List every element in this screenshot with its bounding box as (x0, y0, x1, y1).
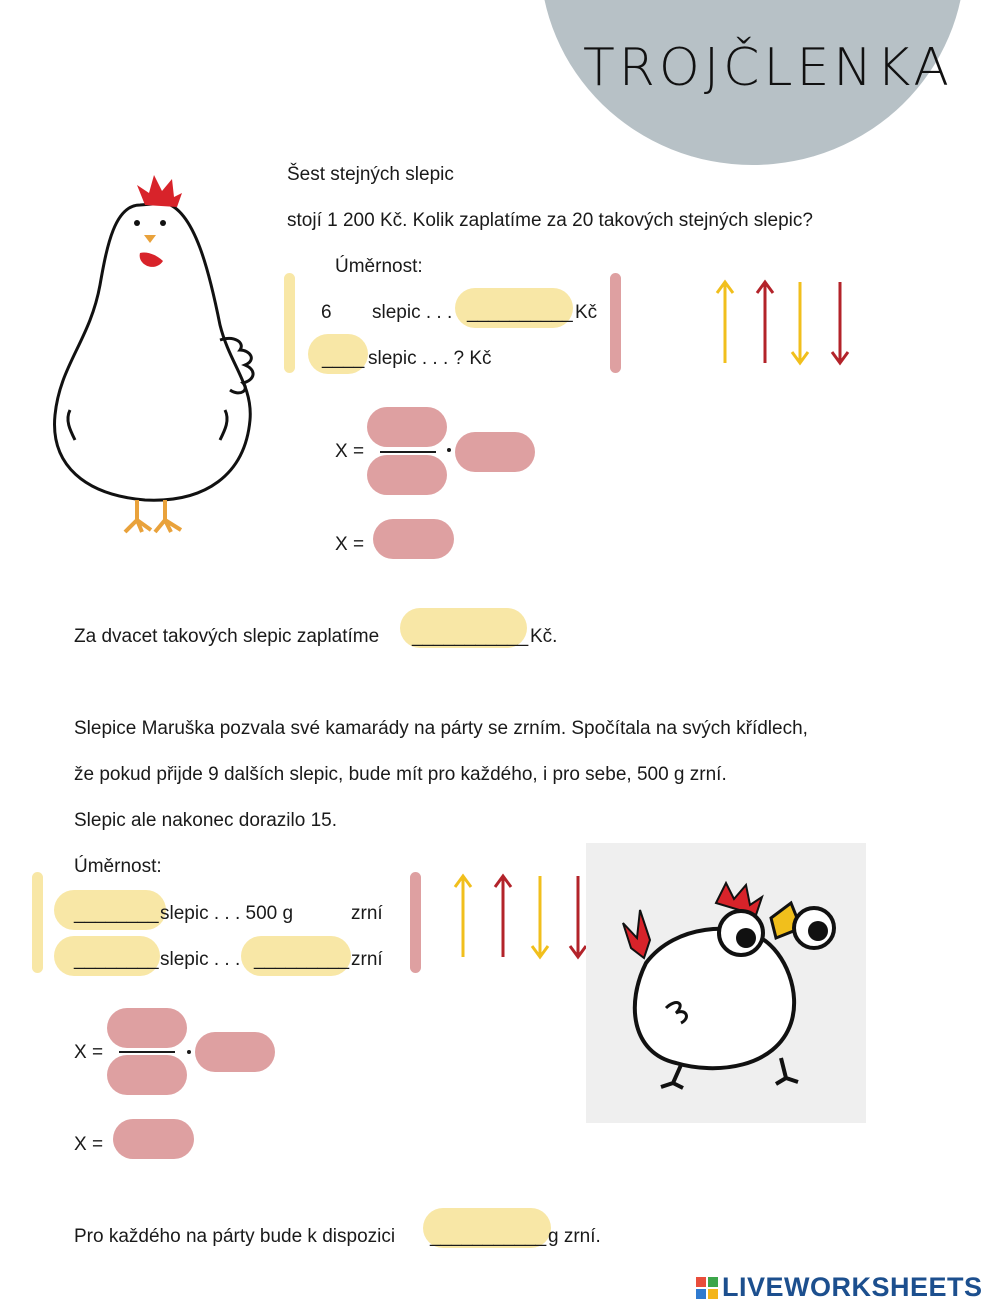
fraction-line (380, 451, 436, 453)
arrow-up-yellow-icon (455, 876, 471, 957)
arrow-up-yellow-icon (717, 282, 733, 363)
p2-denominator-field[interactable] (107, 1055, 187, 1095)
p2-numerator-field[interactable] (107, 1008, 187, 1048)
row2-text: slepic . . . ? Kč (368, 348, 492, 369)
arrow-down-yellow-icon (532, 876, 548, 957)
p2-row1-text: slepic . . . 500 g (160, 903, 294, 924)
proportion-bar-left-2 (32, 872, 43, 973)
p2-row2-unit: zrní (351, 949, 383, 970)
proportion-arrows-1 (710, 278, 855, 368)
arrow-up-red-icon (495, 876, 511, 957)
p2-row2-text: slepic . . . (160, 949, 241, 970)
row1-unit: Kč (575, 302, 598, 323)
answer2-blank: ___________ (430, 1226, 547, 1247)
p2-result-field[interactable] (113, 1119, 194, 1159)
problem1-line2: stojí 1 200 Kč. Kolik zaplatíme za 20 takových stejných slepic? (287, 210, 813, 231)
result-field[interactable] (373, 519, 454, 559)
problem2-line2: že pokud přijde 9 dalších slepic, bude mít pro každého, i pro sebe, 500 g zrní. (74, 764, 727, 785)
answer1-unit: Kč. (530, 626, 558, 647)
numerator-field[interactable] (367, 407, 447, 447)
p2-x-label-2: X = (74, 1134, 104, 1155)
x-label-1: X = (335, 441, 365, 462)
p2-row1-unit: zrní (351, 903, 383, 924)
denominator-field[interactable] (367, 455, 447, 495)
row1-text: slepic . . . (372, 302, 453, 323)
proportion-arrows-2 (448, 872, 593, 962)
p2-multiplier-field[interactable] (195, 1032, 275, 1072)
arrow-down-yellow-icon (792, 282, 808, 363)
chicken-illustration (45, 165, 270, 555)
problem1-line1: Šest stejných slepic (287, 164, 454, 185)
answer1-blank: ___________ (412, 626, 529, 647)
row1-number: 6 (321, 302, 332, 323)
proportion-bar-right-2 (410, 872, 421, 973)
answer1-text: Za dvacet takových slepic zaplatíme (74, 626, 380, 647)
multiplier-field[interactable] (455, 432, 535, 472)
proportion-bar-right (610, 273, 621, 373)
chicken-sticker-illustration (586, 843, 866, 1123)
liveworksheets-logo-icon (696, 1277, 718, 1299)
proportion-bar-left (284, 273, 295, 373)
row1-blank: __________ (467, 302, 573, 323)
problem2-line3: Slepic ale nakonec dorazilo 15. (74, 810, 338, 831)
problem1-proportion-label: Úměrnost: (335, 256, 423, 277)
p2-fraction-line (119, 1051, 175, 1053)
arrow-down-red-icon (832, 282, 848, 363)
x-label-2: X = (335, 534, 365, 555)
problem2-proportion-label: Úměrnost: (74, 856, 162, 877)
p2-multiply-dot (187, 1050, 191, 1054)
answer2-text: Pro každého na párty bude k dispozici (74, 1226, 396, 1247)
problem2-line1: Slepice Maruška pozvala své kamarády na párty se zrním. Spočítala na svých křídlech, (74, 718, 808, 739)
row2-blank: ____ (322, 348, 365, 369)
p2-row2-blank2: _________ (254, 949, 350, 970)
arrow-down-red-icon (570, 876, 586, 957)
p2-row1-blank: ________ (74, 903, 159, 924)
answer2-unit: g zrní. (548, 1226, 601, 1247)
page-title: TROJČLENKA (583, 38, 953, 98)
liveworksheets-logo[interactable]: LIVEWORKSHEETS (722, 1272, 983, 1302)
p2-x-label-1: X = (74, 1042, 104, 1063)
p2-row2-blank: ________ (74, 949, 159, 970)
multiply-dot (447, 448, 451, 452)
arrow-up-red-icon (757, 282, 773, 363)
